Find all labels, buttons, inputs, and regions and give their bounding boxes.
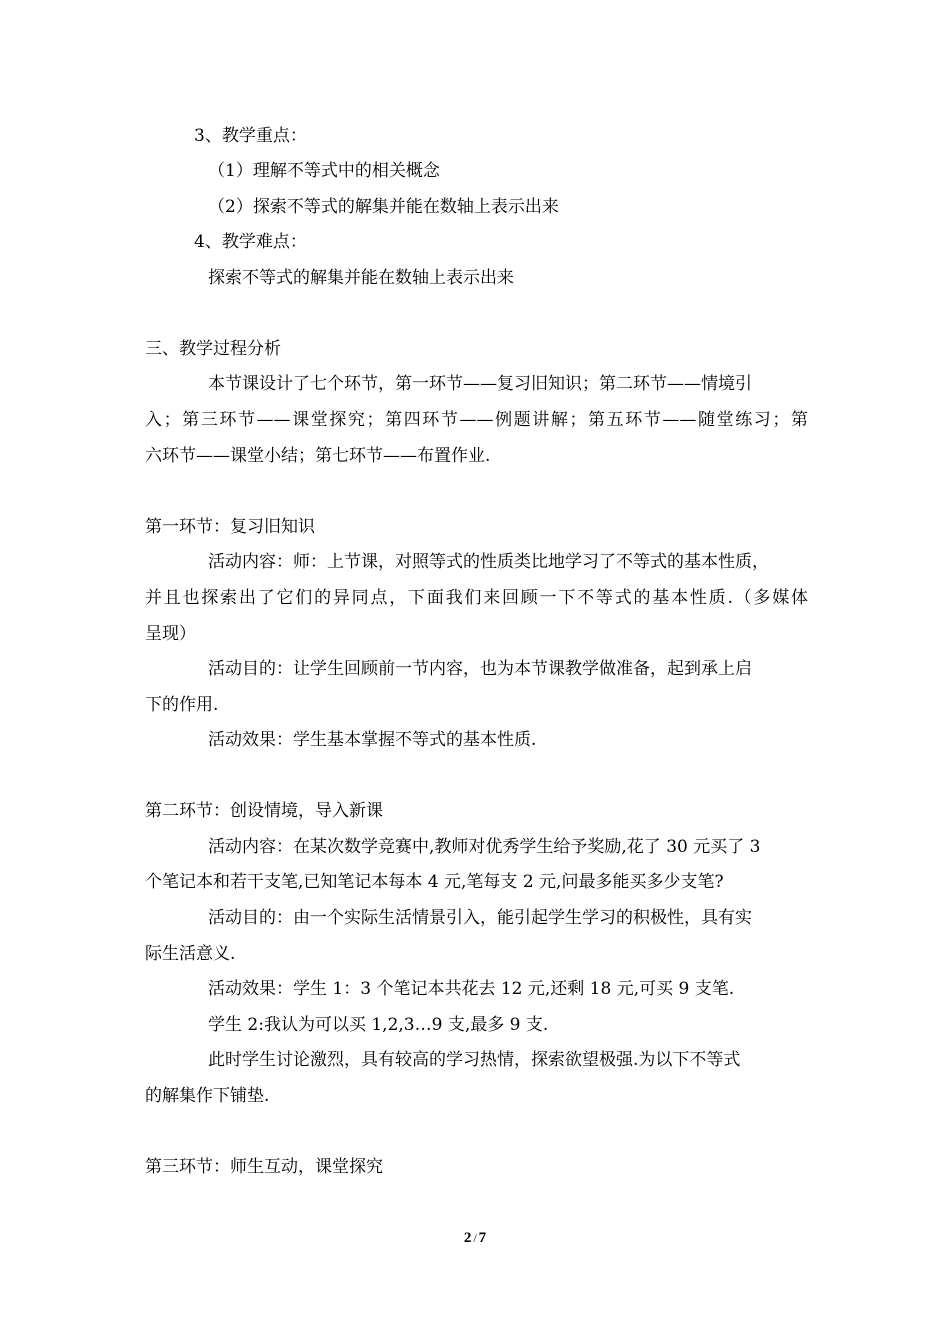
- stage-2-effect-line: 学生 2:我认为可以买 1,2,3…9 支,最多 9 支.: [208, 1015, 549, 1035]
- stage-2-content-line: 活动内容：在某次数学竞赛中,教师对优秀学生给予奖励,花了 30 元买了 3: [208, 837, 761, 857]
- stage-1-purpose-line: 下的作用.: [145, 695, 219, 715]
- section-heading-process: 三、教学过程分析: [145, 339, 281, 359]
- page-number: [0, 1228, 950, 1248]
- page-current: 2: [463, 1230, 472, 1246]
- heading-teaching-focus: 3、教学重点：: [194, 126, 307, 146]
- heading-teaching-difficulty: 4、教学难点：: [194, 232, 307, 252]
- section-heading-stage-3: 第三环节：师生互动，课堂探究: [145, 1157, 383, 1177]
- stage-1-purpose-line: 活动目的：让学生回顾前一节内容，也为本节课教学做准备，起到承上启: [208, 659, 752, 679]
- difficulty-text: 探索不等式的解集并能在数轴上表示出来: [208, 268, 514, 288]
- process-paragraph-line: 六环节——课堂小结；第七环节——布置作业.: [145, 446, 491, 466]
- stage-1-content-line: 活动内容：师：上节课，对照等式的性质类比地学习了不等式的基本性质，: [208, 552, 769, 572]
- stage-1-effect: 活动效果：学生基本掌握不等式的基本性质.: [208, 730, 537, 750]
- stage-2-purpose-line: 际生活意义.: [145, 944, 236, 964]
- page-total: 7: [478, 1230, 487, 1246]
- section-heading-stage-1: 第一环节：复习旧知识: [145, 517, 315, 537]
- section-heading-stage-2: 第二环节：创设情境，导入新课: [145, 801, 383, 821]
- focus-item-2: （2）探索不等式的解集并能在数轴上表示出来: [208, 197, 559, 217]
- stage-2-discussion-line: 的解集作下铺垫.: [145, 1086, 270, 1106]
- stage-2-discussion-line: 此时学生讨论激烈，具有较高的学习热情，探索欲望极强.为以下不等式: [208, 1050, 741, 1070]
- stage-2-purpose-line: 活动目的：由一个实际生活情景引入，能引起学生学习的积极性，具有实: [208, 908, 752, 928]
- stage-2-effect-line: 活动效果：学生 1：3 个笔记本共花去 12 元,还剩 18 元,可买 9 支笔.: [208, 979, 735, 999]
- stage-1-content-line: 并且也探索出了它们的异同点，下面我们来回顾一下不等式的基本性质.（多媒体: [145, 588, 808, 608]
- stage-1-content-line: 呈现）: [145, 624, 196, 644]
- process-paragraph-line: 本节课设计了七个环节，第一环节——复习旧知识；第二环节——情境引: [208, 374, 752, 394]
- page-separator: /: [473, 1231, 477, 1245]
- process-paragraph-line: 入；第三环节——课堂探究；第四环节——例题讲解；第五环节——随堂练习；第: [145, 410, 808, 430]
- stage-2-content-line: 个笔记本和若干支笔,已知笔记本每本 4 元,笔每支 2 元,问最多能买多少支笔?: [145, 872, 724, 892]
- focus-item-1: （1）理解不等式中的相关概念: [208, 161, 440, 181]
